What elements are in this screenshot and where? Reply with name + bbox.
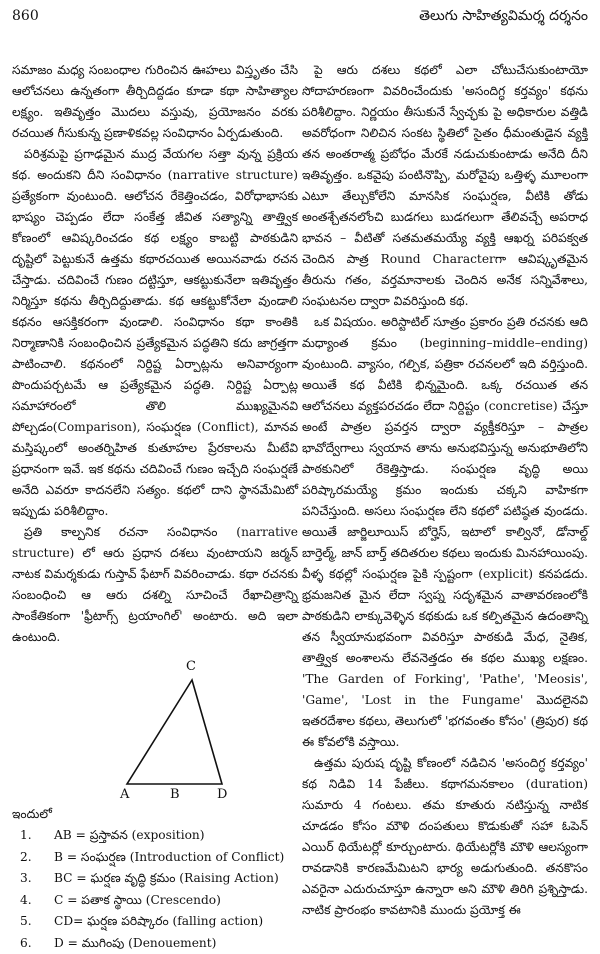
page-header <box>12 6 588 32</box>
freytag-triangle-diagram <box>12 654 298 804</box>
legend-text: AB = ప్రస్తావన (exposition) <box>54 828 205 842</box>
legend-number: 6. <box>20 933 32 954</box>
legend-number: 2. <box>20 847 32 869</box>
vertex-label-a: A <box>120 784 129 805</box>
triangle-shape <box>127 680 222 784</box>
paragraph: ప్రతి కాల్పనిక రచనా సంవిధానం (narrative structure) లో ఆరు ప్రధాన దశలు వుంటాయని జర్మన్ నాటక విమర్శకుడు గుస్తావ్ ఫేటాగ్ వివరించాడు. కథా రచనకు సంబంధించి ఆ ఆరు దశల్ని సూచించే రేఖాచిత్రాన్ని సాంకేతికంగా 'ఫ్రీటాగ్స్ ట్రయాంగిల్' అంటారు. అది ఇలా ఉంటుంది. <box>12 522 298 648</box>
right-column <box>302 60 588 921</box>
paragraph: పై ఆరు దశలు కథలో ఎలా చోటుచేసుకుంటాయో సోదాహరణంగా వివరించేందుకు 'అసందిగ్ధ కర్తవ్యం' కథను పరిశీలిద్దాం. నిర్ణయం తీసుకునే స్వేచ్ఛకు పై అధికారుల వత్తిడి అవరోధంగా నిలిచిన సంకట స్థితిలో సైతం ధీమంతుడైన వ్యక్తి తన అంతరాత్మ ప్రబోధం మేరకే నడుచుకుంటాడు అనేది దీని ఇతివృత్తం. ఒకవైపు పంటినొప్పి, మరోవైపు ఒత్తిళ్ళ మూలంగా ఎటూ తేల్చుకోలేని మానసిక సంఘర్షణ, వీటికి తోడు అంతశ్చేతనలోంచి బుడగలు బుడగలుగా తేలివచ్చే అపరాధ భావన – వీటితో సతమతమయ్యే వ్యక్తి ఆఖర్న పరిపక్వత చెందిన పాత్ర Round Characterగా ఆవిష్కృతమైన తీరును గతం, వర్తమానాలకు చెందిన అనేక సన్నివేశాలు, సంఘటనల ద్వారా వివరిస్తుంది కథ. <box>302 60 588 312</box>
legend-text: C = పతాక స్థాయి (Crescendo) <box>54 893 221 907</box>
legend-number: 4. <box>20 890 32 912</box>
left-column <box>12 60 298 954</box>
legend-number: 1. <box>20 825 32 847</box>
legend-item <box>12 890 298 912</box>
legend-text: D = ముగింపు (Denouement) <box>54 936 216 950</box>
legend-item <box>12 825 298 847</box>
legend-text: BC = ఘర్షణ వృద్ధి క్రమం (Raising Action) <box>54 871 279 885</box>
page-number: 860 <box>12 8 39 24</box>
legend-number: 3. <box>20 868 32 890</box>
paragraph: సమాజం మధ్య సంబంధాల గురించిన ఊహలు విస్తృతం చేసి ఆలోచనలు ఉన్నతంగా తీర్చిదిద్దడం కూడా కథా సాహిత్యాల లక్ష్యం. ఇతివృత్తం మొదలు వస్తువు, ప్రయోజనం వరకు రచయిత గీసుకున్న ప్రణాళికవల్ల సంవిధానం ఏర్పడుతుంది. <box>12 60 298 144</box>
triangle-figure <box>12 654 298 804</box>
vertex-label-b: B <box>170 784 180 805</box>
legend-item <box>12 933 298 954</box>
paragraph: పరిశ్రమపై ప్రగాఢమైన ముద్ర వేయగల సత్తా వున్న ప్రక్రియ కథ. అందుకని దీని సంవిధానం (narrative structure) ప్రత్యేకంగా వుంటుంది. ఆలోచన రేకెత్తించడం, విరోధాభాసకు భాష్యం చెప్పడం లేదా సంకేత్త జీవిత సత్యాన్ని తాత్త్విక కోణంలో ఆవిష్కరించడం కథ లక్ష్యం కాబట్టి పాఠకుడిని దృష్టిలో పెట్టుకునే ఉత్తమ కథారచయిత అయినవాడు రచన చేస్తాడు. చదివించే గుణం దట్టిస్తూ, ఆకట్టుకునేలా ఇతివృత్తం నిర్మిస్తూ కథను తీర్చిదిద్దుతాడు. కథ ఆకట్టుకోనేలా వుండాలి కథనం ఆసక్తికరంగా వుండాలి. సంవిధానం కథా కాంతికి నిర్మాణానికి సంబంధించిన ప్రత్యేకమైన పద్ధతిని కదు జాగ్రత్తగా పాటించాలి. కథనంలో నిర్దిష్ట ఏర్పాట్లను అనివార్యంగా పొందుపర్చటమే ఆ ప్రత్యేకమైన పద్ధతి. నిర్దిష్ట ఏర్పాట్ల సమాహారంలో తొలి ముఖ్యమైనవి పోల్చడం(Comparison), సంఘర్షణ (Conflict), మానవ మస్తిష్కంలో అంతర్నిహిత కుతూహల ప్రేరకాలను మీటేవి ప్రధానంగా ఇవే. ఇక కథను చదివించే గుణం ఇచ్చేది సంఘర్షణే అనేది ఎవరూ కాదనలేని సత్యం. కథలో దాని స్థానమేమిటో ఇప్పుడు పరిశీలిద్దాం. <box>12 144 298 522</box>
running-title: తెలుగు సాహిత్యవిమర్శ దర్శనం <box>419 8 588 27</box>
legend-item <box>12 847 298 869</box>
paragraph: ఉత్తమ పురుష దృష్టి కోణంలో నడిచిన 'అసందిగ్ధ కర్తవ్యం' కథ నిడివి 14 పేజీలు. కథాగమనకాలం (duration) సుమారు 4 గంటలు. తమ కూతురు నటిస్తున్న నాటిక చూడడం కోసం మౌళి దంపతులు కొడుకుతో సహా ఓపెన్ ఎయిర్ థియేటర్లో కూర్చుంటారు. థియేటర్లోకి మౌళి ఆలస్యంగా రావడానికి కారణమేమిటని భార్య అడుగుతుంది. తనకొసం ఎవరైనా ఎదురుచూస్తూ ఉన్నారా అని మౌళి తిరిగి ప్రశ్నిస్తాడు. నాటిక ప్రారంభం కావటానికి ముందు ప్రయోక్త ఈ <box>302 753 588 921</box>
legend-text: B = సంఘర్షణ (Introduction of Conflict) <box>54 850 284 864</box>
legend-title: ఇందులో <box>12 804 298 825</box>
vertex-label-c: C <box>186 656 196 677</box>
vertex-label-d: D <box>217 784 227 805</box>
paragraph: ఒక విషయం. అరిస్టాటిల్ సూత్రం ప్రకారం ప్రతి రచనకు ఆది మధ్యాంత క్రమం (beginning–middle–ending) వుంటుంది. వ్యాసం, గల్పిక, పత్రికా రచనలలో ఇది వర్తిస్తుంది. అయితే కథ వీటికి భిన్నమైంది. ఒక్క రచయిత తన ఆలోచనలు వ్యక్తపరచడం లేదా నిర్దిష్టం (concretise) చేస్తూ అంటే పాత్రల ప్రవర్తన ద్వారా వ్యక్తీకరిస్తూ – పాత్రల భావోద్వేగాలు స్వయాన తాను అనుభవిస్తున్న అనుభూతిలోని పాఠకునిలో రేకెత్తిస్తాడు. సంఘర్షణ వృద్ధి అయి పరిష్కారమయ్యే క్రమం ఇందుకు చక్కని వాహికగా పనిచేస్తుంది. అసలు సంఘర్షణ లేని కథలో పటిష్ఠత వుండదు. అయితే జార్జిలూయిస్ బోర్హెస్, ఇటాలో కాల్వినో, డోనాల్డ్ బార్తెల్మ్, జాన్ బార్త్ తదితరుల కథలు ఇందుకు మినహాయింపు. వీళ్ళ కథల్లో సంఘర్షణ పైకి స్పష్టంగా (explicit) కనపడదు. భ్రమజనిత మైన లేదా స్వప్న సదృశమైన వాతావరణంలోకి పాఠకుడిని లాక్కువెళ్ళిన కథకుడు ఒక కల్పితమైన ఉదంతాన్ని తన స్వీయానుభవంగా వివరిస్తూ పాఠకుడి మేధ, నైతిక, తాత్త్విక అంశాలను లేవనెత్తడం ఈ కథల ముఖ్య లక్షణం. 'The Garden of Forking', 'Pathe', 'Meosis', 'Game', 'Lost in the Fungame' మొదలైనవి ఇతరదేశాల కథలు, తెలుగులో 'భగవంతం కోసం' (త్రిపుర) కథ ఈ కోవలోకి వస్తాయి. <box>302 312 588 753</box>
legend-item <box>12 868 298 890</box>
legend-item <box>12 911 298 933</box>
legend-text: CD= ఘర్షణ పరిష్కారం (falling action) <box>54 914 263 928</box>
legend-list <box>12 825 298 954</box>
legend-number: 5. <box>20 911 32 933</box>
